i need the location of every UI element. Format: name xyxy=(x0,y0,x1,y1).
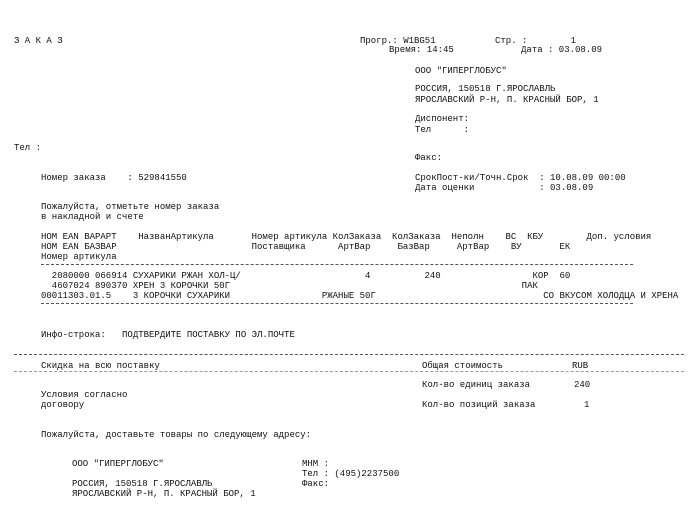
document-title: З А К А З xyxy=(14,36,63,46)
delivery-mnm: МНМ : xyxy=(302,459,330,469)
divider xyxy=(14,371,684,372)
conditions-line1: Условия согласно xyxy=(41,390,128,400)
page-number: Стр. : 1 xyxy=(495,36,577,46)
supplier-name: ООО "ГИПЕРГЛОБУС" xyxy=(415,66,507,76)
divider xyxy=(41,264,633,265)
conditions-line2: договору xyxy=(41,400,85,410)
delivery-deadline: СрокПост-ки/Точн.Срок : 10.08.09 00:00 xyxy=(415,173,626,183)
total-cost-label: Общая стоимость xyxy=(422,361,504,371)
positions-label: Кол-во позиций заказа xyxy=(422,400,536,410)
divider xyxy=(14,354,684,355)
delivery-tel: Тел : (495)2237500 xyxy=(302,469,400,479)
print-time: Время: 14:45 xyxy=(389,45,454,55)
table-header-line3: Номер артикула xyxy=(41,252,117,262)
delivery-fax: Факс: xyxy=(302,479,330,489)
table-row: 2080000 066914 СУХАРИКИ РЖАН ХОЛ-Ц/ 4 240 КОР 60 xyxy=(41,271,571,281)
table-header-line1: НОМ EAN ВАРАРТ НазванАртикула Номер артикула КолЗаказа КолЗаказа Неполн ВС КБУ Доп. условия xyxy=(41,232,652,242)
discount-label: Скидка на всю поставку xyxy=(41,361,160,371)
delivery-address-line2: ЯРОСЛАВСКИЙ Р-Н, П. КРАСНЫЙ БОР, 1 xyxy=(72,489,256,499)
table-header-line2: НОМ EAN БАЗВАР Поставщика АртВар БазВар АртВар ВУ ЕК xyxy=(41,242,571,252)
units-label: Кол-во единиц заказа xyxy=(422,380,531,390)
positions-value: 1 xyxy=(584,400,590,410)
order-note-line1: Пожалуйста, отметьте номер заказа xyxy=(41,202,220,212)
units-value: 240 xyxy=(574,380,591,390)
order-note-line2: в накладной и счете xyxy=(41,212,144,222)
print-date: Дата : 03.08.09 xyxy=(521,45,603,55)
table-row: 00011303.01.5 3 КОРОЧКИ СУХАРИКИ РЖАНЫЕ 50Г СО ВКУСОМ ХОЛОДЦА И ХРЕНА xyxy=(41,291,679,301)
supplier-address-line2: ЯРОСЛАВСКИЙ Р-Н, П. КРАСНЫЙ БОР, 1 xyxy=(415,95,599,105)
supplier-address-line1: РОССИЯ, 150518 Г.ЯРОСЛАВЛЬ xyxy=(415,84,556,94)
evaluation-date: Дата оценки : 03.08.09 xyxy=(415,183,594,193)
supplier-dispatcher: Диспонент: xyxy=(415,114,470,124)
tel-label: Тел : xyxy=(14,143,42,153)
delivery-note: Пожалуйста, доставьте товары по следующему адресу: xyxy=(41,430,312,440)
divider xyxy=(41,303,633,304)
order-number: Номер заказа : 529841550 xyxy=(41,173,187,183)
program-id: Прогр.: W1BG51 xyxy=(360,36,436,46)
supplier-fax: Факс: xyxy=(415,153,443,163)
delivery-name: ООО "ГИПЕРГЛОБУС" xyxy=(72,459,164,469)
total-cost-currency: RUB xyxy=(572,361,589,371)
table-row: 4607024 890370 ХРЕН 3 КОРОЧКИ 50Г ПАК xyxy=(41,281,538,291)
info-line: Инфо-строка: ПОДТВЕРДИТЕ ПОСТАВКУ ПО ЭЛ.ПОЧТЕ xyxy=(41,330,295,340)
delivery-address-line1: РОССИЯ, 150518 Г.ЯРОСЛАВЛЬ xyxy=(72,479,213,489)
supplier-tel: Тел : xyxy=(415,125,470,135)
